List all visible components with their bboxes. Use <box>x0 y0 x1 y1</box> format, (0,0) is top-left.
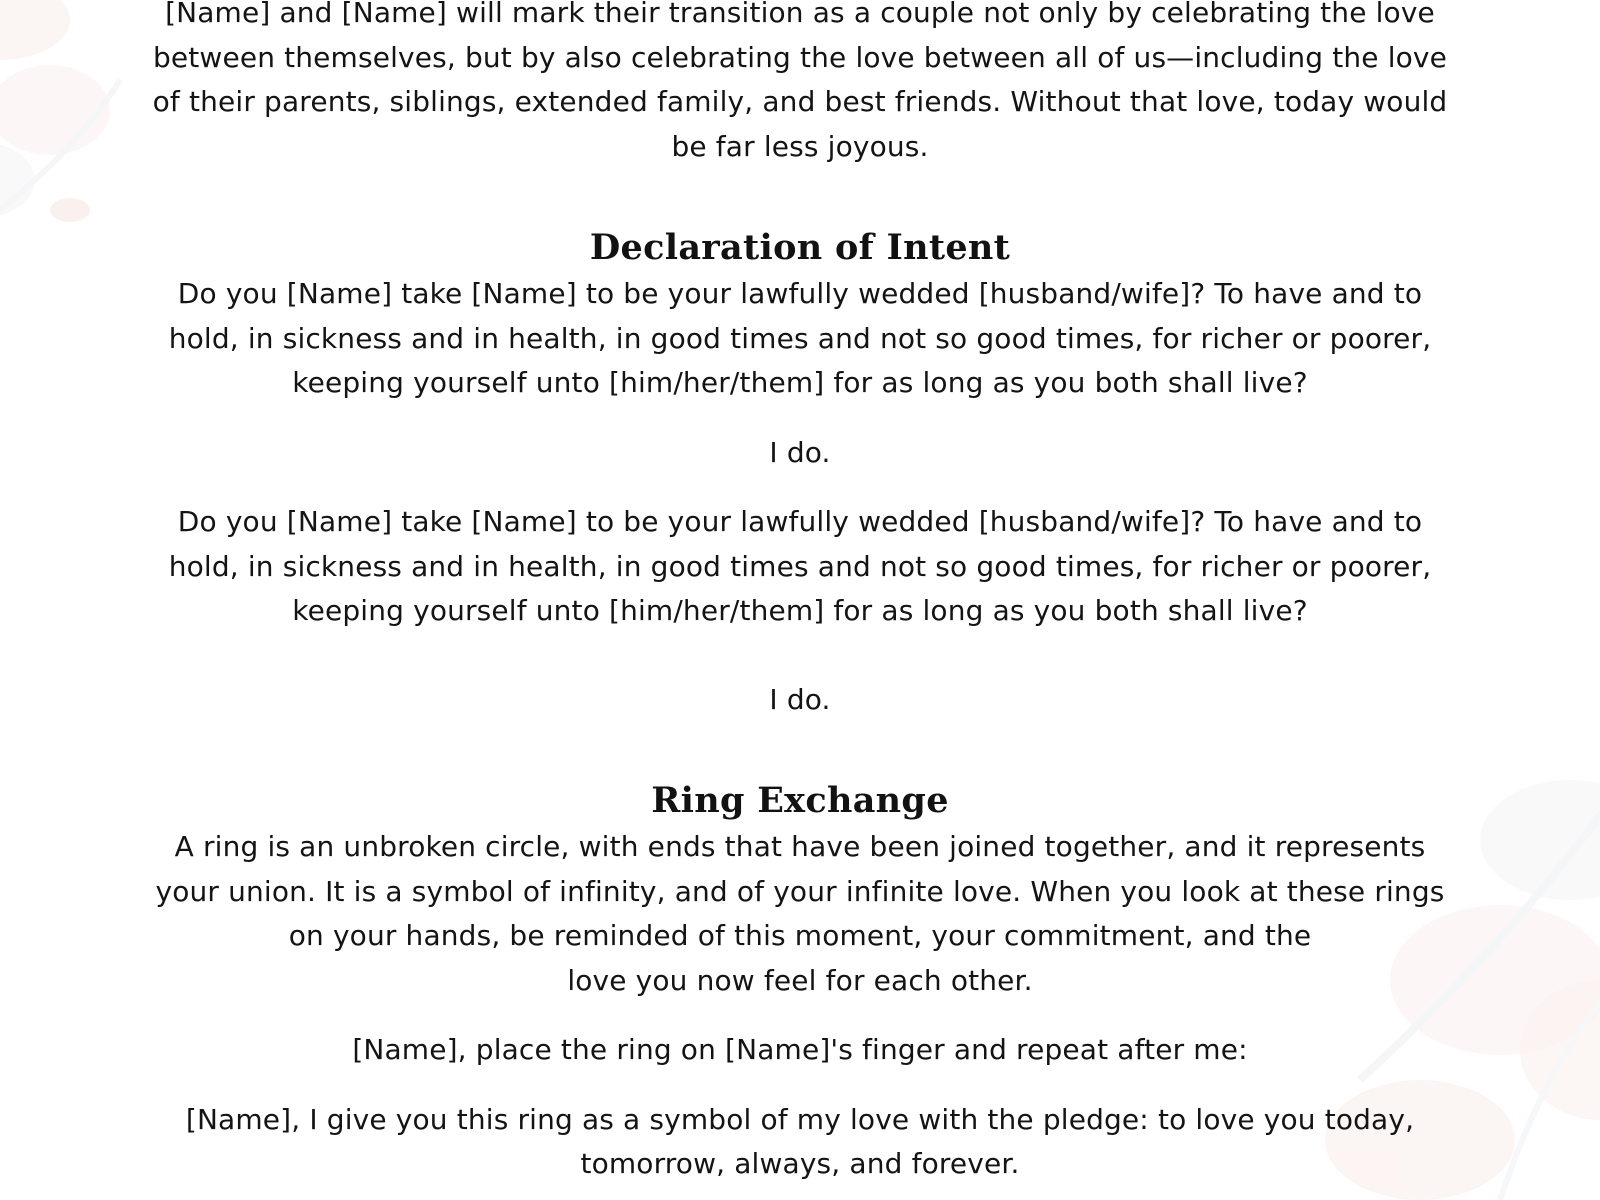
ring-instruction: [Name], place the ring on [Name]'s finger and repeat after me: <box>352 1033 1248 1066</box>
ring-body-line: your union. It is a symbol of infinity, and of your infinite love. When you look at these rings <box>155 874 1445 908</box>
paragraph-spacer <box>90 1003 1510 1028</box>
declaration-answer-2: I do. <box>769 682 831 716</box>
paragraph-spacer <box>90 1073 1510 1098</box>
pledge-line: tomorrow, always, and forever. <box>580 1147 1020 1180</box>
paragraph-spacer <box>90 406 1510 431</box>
question-line: keeping yourself unto [him/her/them] for as long as you both shall live? <box>292 594 1308 627</box>
declaration-heading: Declaration of Intent <box>589 227 1011 268</box>
ceremony-script <box>90 0 1510 1187</box>
ring-body-line: A ring is an unbroken circle, with ends that have been joined together, and it represents <box>174 830 1426 863</box>
intro-line: of their parents, siblings, extended family, and best friends. Without that love, today would <box>152 85 1448 118</box>
paragraph-spacer <box>90 475 1510 500</box>
section-spacer <box>90 722 1510 777</box>
question-line: Do you [Name] take [Name] to be your lawfully wedded [husband/wife]? To have and to <box>177 505 1423 538</box>
ring-exchange-heading: Ring Exchange <box>651 780 949 821</box>
question-line: keeping yourself unto [him/her/them] for as long as you both shall live? <box>292 366 1308 399</box>
question-line: hold, in sickness and in health, in good times and not so good times, for richer or poorer, <box>168 549 1432 583</box>
intro-line: [Name] and [Name] will mark their transition as a couple not only by celebrating the love <box>165 0 1435 29</box>
intro-line: be far less joyous. <box>671 129 929 163</box>
question-line: Do you [Name] take [Name] to be your lawfully wedded [husband/wife]? To have and to <box>177 277 1423 310</box>
declaration-answer-1: I do. <box>769 435 831 469</box>
ring-exchange-body <box>90 825 1510 1003</box>
section-spacer <box>90 169 1510 224</box>
intro-paragraph <box>90 0 1510 169</box>
declaration-question-2 <box>90 500 1510 634</box>
ring-body-line: on your hands, be reminded of this moment, your commitment, and the <box>288 919 1312 952</box>
pledge-line: [Name], I give you this ring as a symbol of my love with the pledge: to love you today, <box>185 1102 1415 1136</box>
ring-body-line: love you now feel for each other. <box>567 963 1033 997</box>
intro-line: between themselves, but by also celebrating the love between all of us—including the love <box>152 40 1448 74</box>
declaration-question-1 <box>90 272 1510 406</box>
ring-pledge <box>90 1098 1510 1187</box>
paragraph-spacer <box>90 634 1510 678</box>
question-line: hold, in sickness and in health, in good times and not so good times, for richer or poorer, <box>168 321 1432 355</box>
